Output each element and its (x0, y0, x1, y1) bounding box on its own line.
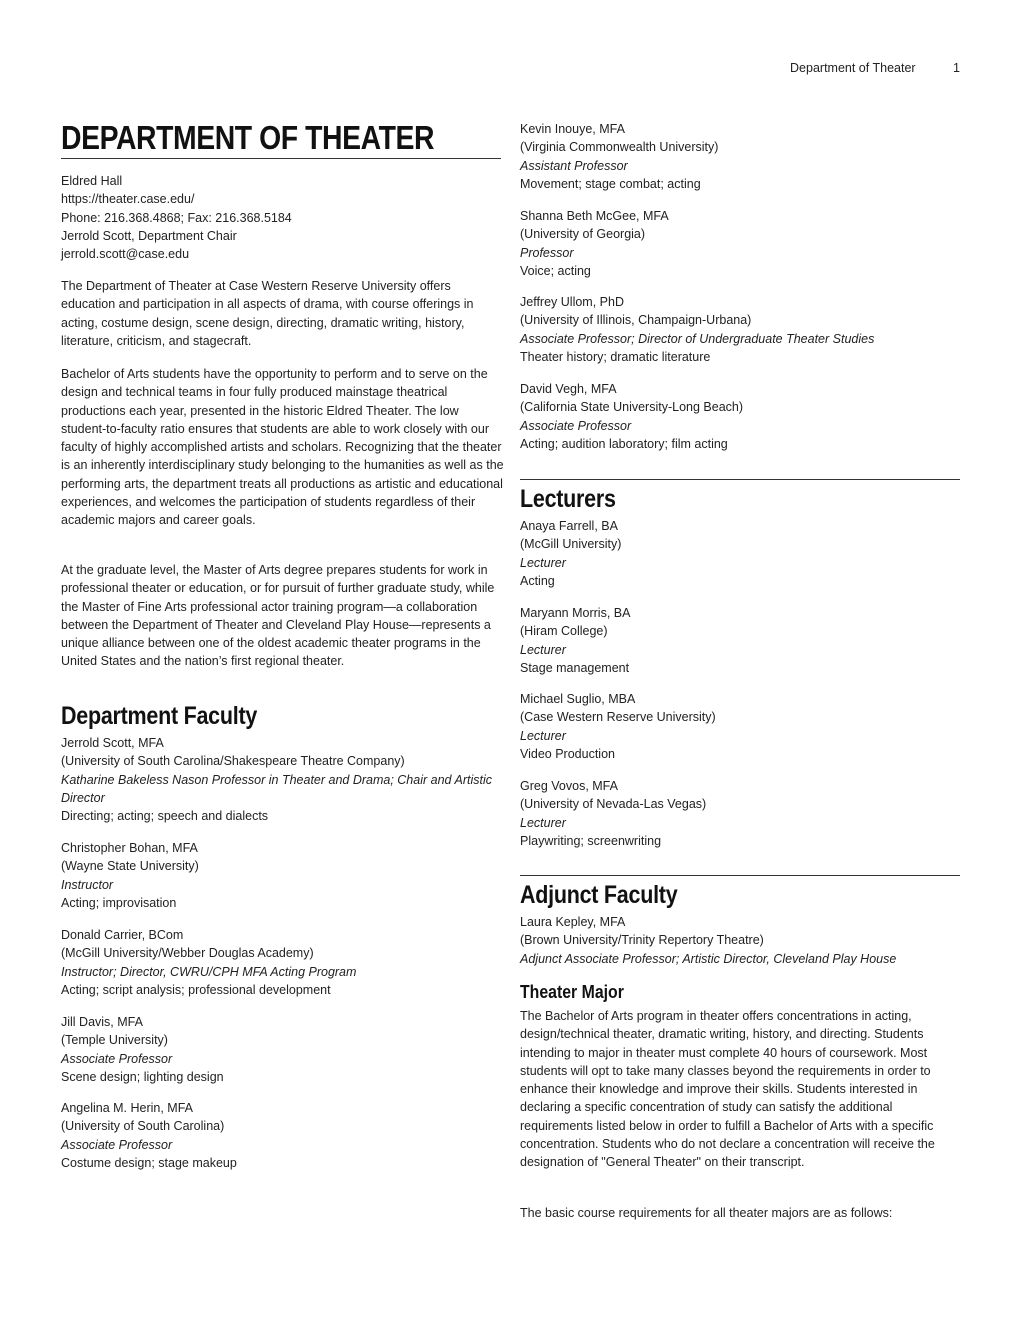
faculty-role: Assistant Professor (520, 158, 628, 173)
faculty-areas: Directing; acting; speech and dialects (61, 809, 269, 824)
faculty-school: (Virginia Commonwealth University) (520, 140, 719, 155)
faculty-school: (University of Georgia) (520, 227, 646, 242)
page-number: 1 (953, 61, 960, 75)
lecturer-name: Greg Vovos, MFA (520, 779, 618, 793)
faculty-entry (520, 207, 965, 280)
title-rule (61, 158, 501, 159)
running-title: Department of Theater (790, 61, 916, 75)
faculty-role: Katharine Bakeless Nason Professor in Theater and Drama; Chair and Artistic Director (61, 772, 492, 805)
lecturer-school: (Hiram College) (520, 624, 608, 639)
faculty-entry (520, 293, 965, 366)
contact-block (61, 172, 501, 263)
lecturer-role: Lecturer (520, 815, 566, 830)
faculty-school: (McGill University/Webber Douglas Academy) (61, 946, 314, 961)
lecturer-school: (University of Nevada-Las Vegas) (520, 797, 707, 812)
lecturer-areas: Acting (520, 573, 555, 588)
contact-building: Eldred Hall (61, 174, 123, 188)
lecturer-entry (520, 690, 965, 763)
contact-email[interactable]: jerrold.scott@case.edu (61, 247, 190, 262)
faculty-name: Angelina M. Herin, MFA (61, 1101, 193, 1115)
faculty-school: (California State University-Long Beach) (520, 400, 744, 415)
faculty-role: Instructor; Director, CWRU/CPH MFA Acting Program (61, 964, 357, 979)
faculty-name: David Vegh, MFA (520, 382, 617, 396)
faculty-school: (University of Illinois, Champaign-Urbana) (520, 313, 752, 328)
contact-url[interactable]: https://theater.case.edu/ (61, 192, 195, 207)
lecturer-role: Lecturer (520, 555, 566, 570)
section-rule (520, 875, 960, 876)
adjunct-school: (Brown University/Trinity Repertory Theatre) (520, 933, 764, 948)
faculty-entry (61, 926, 506, 999)
lecturer-entry (520, 517, 965, 590)
faculty-role: Associate Professor (520, 418, 632, 433)
faculty-areas: Costume design; stage makeup (61, 1155, 237, 1170)
adjunct-heading: Adjunct Faculty (520, 881, 678, 909)
faculty-entry (61, 1013, 506, 1086)
lecturer-entry (520, 777, 965, 850)
faculty-areas: Acting; improvisation (61, 895, 177, 910)
faculty-name: Jill Davis, MFA (61, 1015, 143, 1029)
faculty-role: Professor (520, 245, 574, 260)
faculty-areas: Acting; audition laboratory; film acting (520, 436, 728, 451)
faculty-entry (61, 1099, 506, 1172)
adjunct-role: Adjunct Associate Professor; Artistic Director, Cleveland Play House (520, 951, 897, 966)
contact-phone: Phone: 216.368.4868; Fax: 216.368.5184 (61, 210, 292, 225)
contact-chair: Jerrold Scott, Department Chair (61, 228, 237, 243)
lecturer-name: Anaya Farrell, BA (520, 519, 618, 533)
adjunct-entry (520, 913, 965, 968)
lecturer-areas: Video Production (520, 746, 615, 761)
faculty-heading: Department Faculty (61, 702, 258, 730)
running-header (790, 59, 960, 77)
faculty-role: Associate Professor (61, 1051, 173, 1066)
faculty-school: (Wayne State University) (61, 859, 199, 874)
major-paragraph: The basic course requirements for all theater majors are as follows: (520, 1206, 893, 1220)
faculty-areas: Acting; script analysis; professional development (61, 982, 331, 997)
faculty-areas: Theater history; dramatic literature (520, 349, 711, 364)
faculty-school: (University of South Carolina) (61, 1119, 225, 1134)
lecturers-heading: Lecturers (520, 485, 616, 513)
lecturer-areas: Playwriting; screenwriting (520, 833, 662, 848)
lecturer-school: (McGill University) (520, 537, 622, 552)
faculty-areas: Voice; acting (520, 263, 591, 278)
page-title: DEPARTMENT OF THEATER (61, 119, 435, 156)
faculty-school: (Temple University) (61, 1033, 168, 1048)
faculty-role: Instructor (61, 877, 114, 892)
faculty-name: Jeffrey Ullom, PhD (520, 295, 624, 309)
faculty-name: Jerrold Scott, MFA (61, 736, 164, 750)
faculty-areas: Movement; stage combat; acting (520, 176, 701, 191)
major-heading: Theater Major (520, 982, 624, 1002)
faculty-entry (520, 120, 965, 193)
faculty-school: (University of South Carolina/Shakespeare Theatre Company) (61, 754, 405, 769)
adjunct-name: Laura Kepley, MFA (520, 915, 626, 929)
lecturer-entry (520, 604, 965, 677)
faculty-name: Donald Carrier, BCom (61, 928, 184, 942)
section-rule (520, 479, 960, 480)
major-paragraph: The Bachelor of Arts program in theater offers concentrations in acting, design/technical theater, dramatic writing, history, and directing. Students intending to major in theater must complete 40 hours of coursework. Most students will opt to take many classes beyond the requirements in order to enhance their knowledge and improve their skills. Students interested in declaring a specific concentration of study can satisfy the additional requirements listed below in order to fulfill a Bachelor of Arts with a specific concentration. Students who do not declare a concentration will receive the designation of "General Theater" on their transcript. (520, 1009, 935, 1170)
faculty-areas: Scene design; lighting design (61, 1069, 224, 1084)
intro-paragraph: At the graduate level, the Master of Arts degree prepares students for work in professional theater or education, or for pursuit of further graduate study, while the Master of Fine Arts professional actor training program—a collaboration between the Department of Theater and Cleveland Play House—represents a unique alliance between one of the oldest academic theater programs in the United States and the nation’s first regional theater. (61, 563, 495, 669)
faculty-entry (61, 734, 506, 825)
lecturer-role: Lecturer (520, 642, 566, 657)
lecturer-areas: Stage management (520, 660, 630, 675)
faculty-name: Kevin Inouye, MFA (520, 122, 625, 136)
faculty-name: Christopher Bohan, MFA (61, 841, 198, 855)
faculty-role: Associate Professor; Director of Undergraduate Theater Studies (520, 331, 875, 346)
faculty-entry (61, 839, 506, 912)
faculty-name: Shanna Beth McGee, MFA (520, 209, 669, 223)
intro-paragraph: The Department of Theater at Case Western Reserve University offers education and participation in all aspects of drama, with course offerings in acting, costume design, scene design, directing, dramatic writing, history, literature, criticism, and stagecraft. (61, 279, 474, 348)
lecturer-name: Michael Suglio, MBA (520, 692, 636, 706)
faculty-role: Associate Professor (61, 1137, 173, 1152)
lecturer-school: (Case Western Reserve University) (520, 710, 716, 725)
lecturer-name: Maryann Morris, BA (520, 606, 631, 620)
lecturer-role: Lecturer (520, 728, 566, 743)
intro-paragraph: Bachelor of Arts students have the opportunity to perform and to serve on the design and technical teams in four fully produced mainstage theatrical productions each year, presented in the historic Eldred Theater. The low student-to-faculty ratio ensures that students are able to work closely with our faculty of highly accomplished artists and scholars. Recognizing that the theater is an inherently interdisciplinary study belonging to the humanities as well as the performing arts, the department treats all productions as artistic and educational experiences, and welcomes the participation of students regardless of their academic majors and career goals. (61, 367, 504, 528)
faculty-entry (520, 380, 965, 453)
